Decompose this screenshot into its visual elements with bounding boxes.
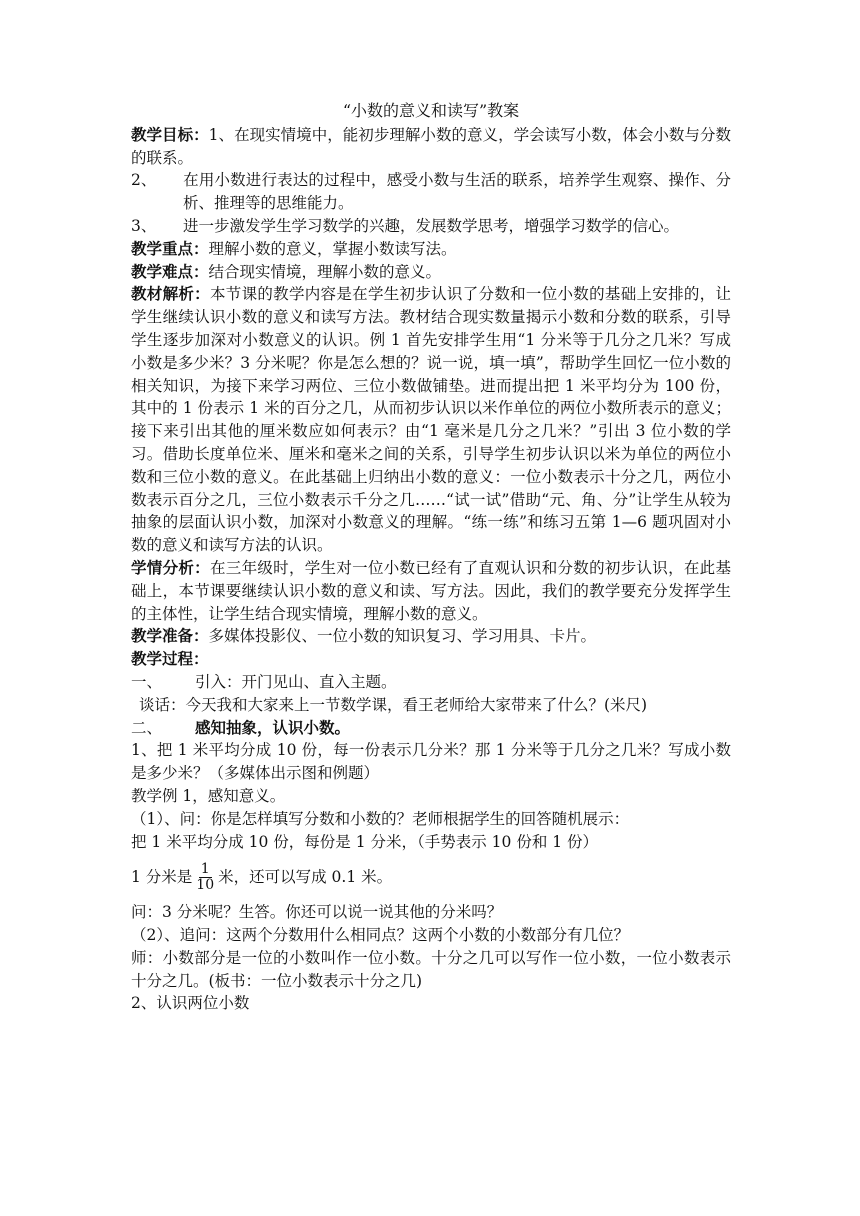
students-paragraph <box>131 557 731 625</box>
question-2-paragraph: 问：3 分米呢？生答。你还可以说一说其他的分米吗？ <box>131 903 503 922</box>
section-2 <box>131 717 731 740</box>
goals-item-3: 进一步激发学生学习数学的兴趣，发展数学思考，增强学习数学的信心。 <box>183 216 680 235</box>
prep-label: 教学准备： <box>131 626 209 646</box>
difficulty-paragraph <box>131 261 731 284</box>
section-1 <box>131 671 731 694</box>
step-2-paragraph: 2、认识两位小数 <box>131 994 250 1013</box>
fraction-suffix: 米，还可以写成 0.1 米。 <box>218 867 393 886</box>
goals-item-3-number: 3、 <box>131 216 157 235</box>
key-label: 教学重点： <box>131 238 209 258</box>
material-label: 教材解析： <box>131 284 210 304</box>
divide-paragraph: 把 1 米平均分成 10 份，每份是 1 分米，（手势表示 10 份和 1 份） <box>131 832 599 851</box>
key-paragraph <box>131 238 731 261</box>
difficulty-label: 教学难点： <box>131 261 209 281</box>
goals-item-3-paragraph <box>131 215 731 238</box>
material-paragraph <box>131 283 731 557</box>
goals-item-1: 1、在现实情境中，能初步理解小数的意义，学会读写小数，体会小数与分数的联系。 <box>131 125 731 167</box>
lesson-plan-page <box>131 100 731 1015</box>
example-1-paragraph: 教学例 1，感知意义。 <box>131 786 286 805</box>
difficulty-text: 结合现实情境，理解小数的意义。 <box>208 262 442 281</box>
process-label: 教学过程： <box>131 649 209 669</box>
fraction-denominator: 10 <box>196 876 215 893</box>
process-heading <box>131 648 731 671</box>
fraction-line <box>131 859 731 895</box>
page-title: “小数的意义和读写”教案 <box>342 101 520 120</box>
students-label: 学情分析： <box>131 557 210 577</box>
fraction-numerator: 1 <box>200 860 210 877</box>
question-3-paragraph: （2）、追问：这两个分数用什么相同点？这两个小数的小数部分有几位？ <box>131 926 630 945</box>
prep-text: 多媒体投影仪、一位小数的知识复习、学习用具、卡片。 <box>208 627 597 646</box>
section-2-text: 感知抽象，认识小数。 <box>195 717 351 737</box>
section-2-number: 二、 <box>131 718 163 737</box>
prep-paragraph <box>131 625 731 648</box>
section-1-number: 一、 <box>131 672 163 691</box>
key-text: 理解小数的意义，掌握小数读写法。 <box>208 239 457 258</box>
goals-paragraph <box>131 124 731 170</box>
step-1-paragraph: 1、把 1 米平均分成 10 份，每一份表示几分米？那 1 分米等于几分之几米？写成小数是多少米？（多媒体出示图和例题） <box>131 741 731 783</box>
fraction-one-tenth <box>194 862 216 893</box>
talk-paragraph: 谈话：今天我和大家来上一节数学课，看王老师给大家带来了什么？(米尺) <box>139 695 648 714</box>
goals-item-2-paragraph <box>131 169 731 215</box>
goals-item-2: 在用小数进行表达的过程中，感受小数与生活的联系，培养学生观察、操作、分析、推理等的思维能力。 <box>183 171 731 213</box>
goals-label: 教学目标： <box>131 124 209 144</box>
material-text: 本节课的教学内容是在学生初步认识了分数和一位小数的基础上安排的，让学生继续认识小数的意义和读写方法。教材结合现实数量揭示小数和分数的联系，引导学生逐步加深对小数意义的认识。例 1 首先安排学生用“1 分米等于几分之几米？写成小数是多少米？3 分米呢？你是怎么想的？说一说，填一填”，帮助学生回忆一位小数的相关知识，为接下来学习两位、三位小数做铺垫。进而提出把 1 米平均分为 100 份，其中的 1 份表示 1 米的百分之几，从而初步认识以米作单位的两位小数所表示的意义；接下来引出其他的厘米数应如何表示？由“1 毫米是几分之几米？”引出 3 位小数的学习。借助长度单位米、厘米和毫米之间的关系，引导学生初步认识以米为单位的两位小数和三位小数的意义。在此基础上归纳出小数的意义：一位小数表示十分之几，两位小数表示百分之几，三位小数表示千分之几……“试一试”借助“元、角、分”让学生从较为抽象的层面认识小数，加深对小数意义的理解。“练一练”和练习五第 1—6 题巩固对小数的意义和读写方法的认识。 <box>131 285 731 555</box>
question-1-paragraph: （1）、问：你是怎样填写分数和小数的？老师根据学生的回答随机展示： <box>131 809 630 828</box>
students-text: 在三年级时，学生对一位小数已经有了直观认识和分数的初步认识，在此基础上，本节课要继续认识小数的意义和读、写方法。因此，我们的教学要充分发挥学生的主体性，让学生结合现实情境，理解小数的意义。 <box>131 558 731 623</box>
teacher-paragraph: 师：小数部分是一位的小数叫作一位小数。十分之几可以写作一位小数，一位小数表示十分之几。(板书：一位小数表示十分之几) <box>131 948 731 990</box>
goals-item-2-number: 2、 <box>131 171 157 190</box>
section-1-text: 引入：开门见山、直入主题。 <box>195 672 397 691</box>
fraction-prefix: 1 分米是 <box>131 867 193 886</box>
